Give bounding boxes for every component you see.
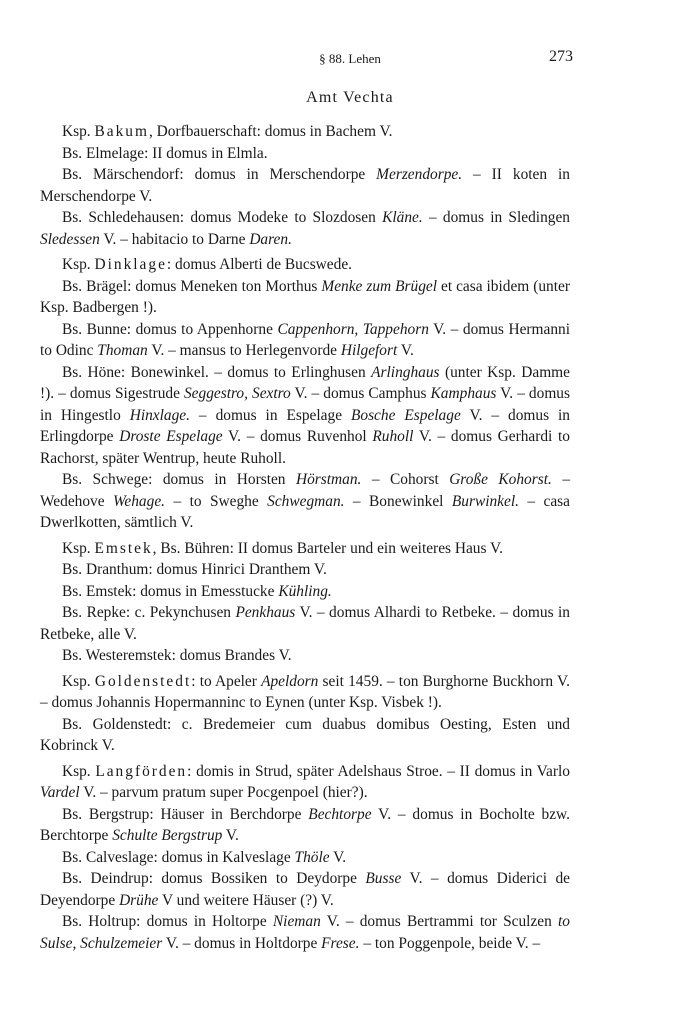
farm-name: Frese.: [321, 934, 360, 952]
farm-name: Große Kohorst.: [449, 471, 552, 488]
entry-text: – to Sweghe: [165, 492, 268, 510]
settlement-entry: [40, 645, 570, 667]
settlement-entry: [40, 276, 570, 319]
farm-name: Kläne.: [382, 209, 423, 226]
farm-name: Schulte Bergstrup: [112, 827, 223, 844]
entry-text: V. – domus in Bocholte bzw. Berchtorpe: [40, 805, 570, 844]
farm-name: Thoman: [97, 342, 148, 359]
entry-text: V. – domus in Erlingdorpe: [40, 406, 570, 445]
entry-text: V. – domus in Holtdorpe: [162, 934, 322, 952]
entry-text: Ksp.: [62, 762, 96, 780]
farm-name: Hilgefort: [340, 342, 398, 359]
body-text: [40, 121, 570, 954]
farm-name: Bechtorpe: [308, 805, 372, 823]
farm-name: Arlinghaus: [371, 363, 440, 381]
entry-text: – casa Dwerlkotten, sämtlich V.: [40, 492, 570, 531]
farm-name: Penkhaus: [235, 604, 296, 621]
entry-text: (unter Ksp. Damme !). – domus Sigestrude: [40, 363, 570, 402]
farm-name: Hinxlage.: [129, 406, 190, 424]
farm-name: Schwegman.: [267, 492, 345, 510]
entry-text: Bs. Repke: c. Pekynchusen: [62, 604, 236, 621]
entry-text: : to Apeler: [191, 672, 262, 690]
farm-name: Daren.: [249, 230, 292, 248]
entry-text: V.: [397, 342, 414, 359]
entry-text: V. – domus Alhardi to Retbeke. – domus in Retbeke, alle V.: [40, 604, 570, 643]
farm-name: Seggestro, Sextro: [183, 385, 291, 402]
farm-name: Wehage.: [113, 492, 166, 510]
entry-text: V. – habitacio to Darne: [99, 230, 250, 248]
entry-text: seit 1459. – ton Burghorne Buckhorn V. – domus Johannis Hopermanninc to Eynen (unter Ksp. Visbek !).: [40, 672, 570, 711]
farm-name: Bosche Espelage: [350, 406, 461, 424]
farm-name: Merzendorpe.: [376, 166, 463, 183]
entry-text: – domus in Espelage: [189, 406, 351, 424]
entry-text: – Cohorst: [361, 471, 450, 488]
entry-text: Bs. Schwege: domus in Horsten: [62, 471, 296, 488]
parish-entry: [40, 761, 570, 804]
entry-text: V. – domus Ruvenhol: [222, 428, 373, 445]
entry-text: : domus Alberti de Bucswede.: [166, 256, 353, 273]
entry-text: : domis in Strud, später Adelshaus Stroe. – II domus in Varlo: [187, 762, 570, 780]
entry-text: – domus in Sledingen: [422, 209, 570, 226]
parish-entry: [40, 254, 570, 276]
entry-text: V. – mansus to Herlegenvorde: [147, 342, 341, 359]
settlement-entry: [40, 207, 570, 250]
entry-text: Bs. Deindrup: domus Bossiken to Deydorpe: [62, 870, 366, 887]
entry-text: V. – domus Camphus: [290, 385, 431, 402]
entry-text: V.: [222, 827, 239, 844]
farm-name: Cappenhorn, Tappehorn: [277, 320, 429, 338]
settlement-entry: [40, 804, 570, 847]
entry-text: V und weitere Häuser (?) V.: [158, 891, 334, 909]
running-title: § 88. Lehen: [319, 51, 381, 66]
entry-text: Bs. Höne: Bonewinkel. – domus to Erlinghusen: [62, 363, 372, 381]
settlement-entry: [40, 469, 570, 534]
entry-text: Bs. Westeremstek: domus Brandes V.: [62, 647, 292, 664]
entry-text: V. – parvum pratum super Pocgenpoel (hier?).: [79, 784, 368, 801]
farm-name: to Sulse, Schulzemeier: [40, 913, 570, 952]
entry-text: V. – domus Bertrammi tor Sculzen: [320, 913, 559, 930]
settlement-entry: [40, 164, 570, 207]
settlement-entry: [40, 121, 570, 143]
parish-name: Langförden: [95, 762, 188, 780]
entry-text: Ksp.: [62, 256, 95, 273]
settlement-entry: [40, 362, 570, 470]
entry-text: Bs. Elmelage: II domus in Elmla.: [62, 144, 268, 162]
running-head: [0, 49, 700, 69]
entry-text: Bs. Märschendorf: domus in Merschendorpe: [62, 166, 377, 183]
entry-text: V. – domus Diderici de Deyendorpe: [40, 870, 570, 909]
entry-text: Bs. Emstek: domus in Emesstucke: [62, 582, 279, 600]
entry-text: Ksp.: [62, 672, 95, 690]
entry-text: – II koten in Merschendorpe V.: [40, 166, 570, 205]
parish-entry: [40, 671, 570, 714]
farm-name: Thöle: [294, 848, 330, 866]
entry-text: Bs. Goldenstedt: c. Bredemeier cum duabus domibus Oesting, Esten und Kobrinck V.: [40, 715, 570, 754]
farm-name: Nieman: [272, 913, 321, 930]
settlement-entry: [40, 559, 570, 581]
entry-text: Bs. Bunne: domus to Appenhorne: [62, 320, 278, 338]
parish-name: Goldenstedt: [94, 672, 192, 690]
entry-text: Ksp.: [62, 539, 95, 557]
parish-name: Dinklage: [94, 256, 167, 273]
parish-entry: [40, 538, 570, 560]
farm-name: Droste Espelage: [119, 428, 223, 445]
farm-name: Kühling.: [278, 582, 332, 600]
entry-text: – Bonewinkel: [344, 492, 452, 510]
settlement-entry: [40, 868, 570, 911]
entry-text: , Bs. Bühren: II domus Barteler und ein weiteres Haus V.: [152, 539, 504, 557]
page-number: 273: [549, 48, 573, 65]
settlement-entry: [40, 847, 570, 869]
farm-name: Hörstman.: [295, 471, 362, 488]
settlement-entry: [40, 714, 570, 757]
farm-name: Vardel: [40, 784, 80, 801]
settlement-entry: [40, 581, 570, 603]
entry-text: V. – domus Gerhardi to Rachorst, später Wentrup, heute Ruholl.: [40, 428, 570, 467]
parish-name: Bakum: [94, 123, 149, 140]
entry-text: et casa ibidem (unter Ksp. Badbergen !).: [40, 277, 570, 316]
entry-text: Bs. Calveslage: domus in Kalveslage: [62, 848, 295, 866]
farm-name: Drühe: [119, 891, 159, 909]
entry-text: – Wedehove: [40, 471, 571, 510]
entry-text: Ksp.: [62, 123, 95, 140]
settlement-entry: [40, 602, 570, 645]
settlement-entry: [40, 319, 570, 362]
section-title: Amt Vechta: [306, 89, 394, 106]
farm-name: Busse: [365, 870, 402, 887]
farm-name: Sledessen: [40, 230, 100, 248]
farm-name: Menke zum Brügel: [321, 277, 438, 295]
entry-text: Bs. Holtrup: domus in Holtorpe: [62, 913, 273, 930]
farm-name: Apeldorn: [261, 672, 319, 690]
entry-text: Bs. Schledehausen: domus Modeke to Slozdosen: [62, 209, 383, 226]
entry-text: Bs. Bergstrup: Häuser in Berchdorpe: [62, 805, 309, 823]
entry-text: V.: [329, 848, 347, 866]
entry-text: V. – domus Hermanni to Odinc: [40, 320, 570, 359]
entry-text: V. – domus in Hingestlo: [40, 385, 570, 424]
entry-text: – ton Poggenpole, beide V. –: [359, 934, 541, 952]
parish-name: Emstek: [94, 539, 153, 557]
entry-text: , Dorfbauerschaft: domus in Bachem V.: [148, 123, 393, 140]
entry-text: Bs. Brägel: domus Meneken ton Morthus: [62, 277, 322, 295]
farm-name: Kamphaus: [430, 385, 497, 402]
farm-name: Burwinkel.: [451, 492, 519, 510]
entry-text: Bs. Dranthum: domus Hinrici Dranthem V.: [62, 561, 327, 578]
farm-name: Ruholl: [372, 428, 414, 445]
settlement-entry: [40, 143, 570, 165]
settlement-entry: [40, 911, 570, 954]
